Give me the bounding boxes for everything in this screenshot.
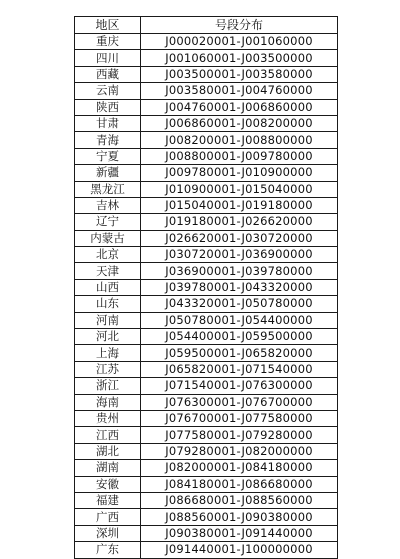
table-row	[75, 525, 338, 541]
region-cell: 湖北	[75, 443, 141, 459]
table-row	[75, 115, 338, 131]
number-range-cell: J082000001-J084180000	[141, 460, 338, 476]
number-range-cell: J079280001-J082000000	[141, 443, 338, 459]
region-cell: 上海	[75, 345, 141, 361]
region-cell: 黑龙江	[75, 181, 141, 197]
region-cell: 广东	[75, 542, 141, 558]
region-cell: 河北	[75, 329, 141, 345]
region-cell: 云南	[75, 83, 141, 99]
number-range-cell: J071540001-J076300000	[141, 378, 338, 394]
table-row	[75, 361, 338, 377]
table-row	[75, 345, 338, 361]
table-row	[75, 132, 338, 148]
number-range-cell: J030720001-J036900000	[141, 247, 338, 263]
number-range-cell: J077580001-J079280000	[141, 427, 338, 443]
number-range-cell: J084180001-J086680000	[141, 476, 338, 492]
table-row	[75, 230, 338, 246]
region-cell: 陕西	[75, 99, 141, 115]
region-cell: 内蒙古	[75, 230, 141, 246]
number-range-cell: J015040001-J019180000	[141, 197, 338, 213]
region-cell: 甘肃	[75, 115, 141, 131]
number-range-cell: J010900001-J015040000	[141, 181, 338, 197]
region-cell: 深圳	[75, 525, 141, 541]
table-row	[75, 279, 338, 295]
region-cell: 辽宁	[75, 214, 141, 230]
table-row	[75, 542, 338, 558]
table-row	[75, 66, 338, 82]
number-range-cell: J008800001-J009780000	[141, 148, 338, 164]
number-range-cell: J026620001-J030720000	[141, 230, 338, 246]
number-range-cell: J006860001-J008200000	[141, 115, 338, 131]
table-row	[75, 394, 338, 410]
number-range-cell: J065820001-J071540000	[141, 361, 338, 377]
header-number-range: 号段分布	[141, 17, 338, 34]
number-range-cell: J019180001-J026620000	[141, 214, 338, 230]
region-cell: 湖南	[75, 460, 141, 476]
table-row	[75, 50, 338, 66]
region-cell: 山西	[75, 279, 141, 295]
number-range-cell: J003580001-J004760000	[141, 83, 338, 99]
number-range-cell: J003500001-J003580000	[141, 66, 338, 82]
region-cell: 广西	[75, 509, 141, 525]
table-row	[75, 427, 338, 443]
number-range-cell: J039780001-J043320000	[141, 279, 338, 295]
table-row	[75, 181, 338, 197]
region-cell: 青海	[75, 132, 141, 148]
region-cell: 浙江	[75, 378, 141, 394]
table-header-row	[75, 17, 338, 34]
region-cell: 河南	[75, 312, 141, 328]
number-range-cell: J001060001-J003500000	[141, 50, 338, 66]
table-row	[75, 329, 338, 345]
table-row	[75, 378, 338, 394]
table-row	[75, 197, 338, 213]
header-region: 地区	[75, 17, 141, 34]
table-row	[75, 148, 338, 164]
region-cell: 江苏	[75, 361, 141, 377]
region-cell: 吉林	[75, 197, 141, 213]
number-range-cell: J036900001-J039780000	[141, 263, 338, 279]
table-row	[75, 99, 338, 115]
region-cell: 天津	[75, 263, 141, 279]
table-row	[75, 165, 338, 181]
number-range-cell: J086680001-J088560000	[141, 492, 338, 508]
region-cell: 安徽	[75, 476, 141, 492]
table-row	[75, 476, 338, 492]
table-row	[75, 312, 338, 328]
number-range-cell: J091440001-J100000000	[141, 542, 338, 558]
region-cell: 新疆	[75, 165, 141, 181]
region-cell: 江西	[75, 427, 141, 443]
table-row	[75, 34, 338, 50]
table-row	[75, 83, 338, 99]
table-row	[75, 492, 338, 508]
table-row	[75, 509, 338, 525]
number-range-cell: J050780001-J054400000	[141, 312, 338, 328]
table-body	[75, 34, 338, 559]
table-row	[75, 410, 338, 426]
number-range-cell: J043320001-J050780000	[141, 296, 338, 312]
number-range-cell: J004760001-J006860000	[141, 99, 338, 115]
region-cell: 西藏	[75, 66, 141, 82]
table-row	[75, 214, 338, 230]
number-range-cell: J076700001-J077580000	[141, 410, 338, 426]
number-range-cell: J076300001-J076700000	[141, 394, 338, 410]
table-row	[75, 296, 338, 312]
table-row	[75, 263, 338, 279]
table-row	[75, 443, 338, 459]
number-range-cell: J090380001-J091440000	[141, 525, 338, 541]
number-range-cell: J009780001-J010900000	[141, 165, 338, 181]
table-row	[75, 460, 338, 476]
region-cell: 福建	[75, 492, 141, 508]
segment-distribution-table	[74, 16, 338, 559]
number-range-cell: J054400001-J059500000	[141, 329, 338, 345]
region-cell: 海南	[75, 394, 141, 410]
number-range-cell: J059500001-J065820000	[141, 345, 338, 361]
region-cell: 山东	[75, 296, 141, 312]
region-cell: 宁夏	[75, 148, 141, 164]
region-cell: 重庆	[75, 34, 141, 50]
table-row	[75, 247, 338, 263]
number-range-cell: J000020001-J001060000	[141, 34, 338, 50]
region-cell: 四川	[75, 50, 141, 66]
number-range-cell: J088560001-J090380000	[141, 509, 338, 525]
number-range-cell: J008200001-J008800000	[141, 132, 338, 148]
region-cell: 贵州	[75, 410, 141, 426]
region-cell: 北京	[75, 247, 141, 263]
